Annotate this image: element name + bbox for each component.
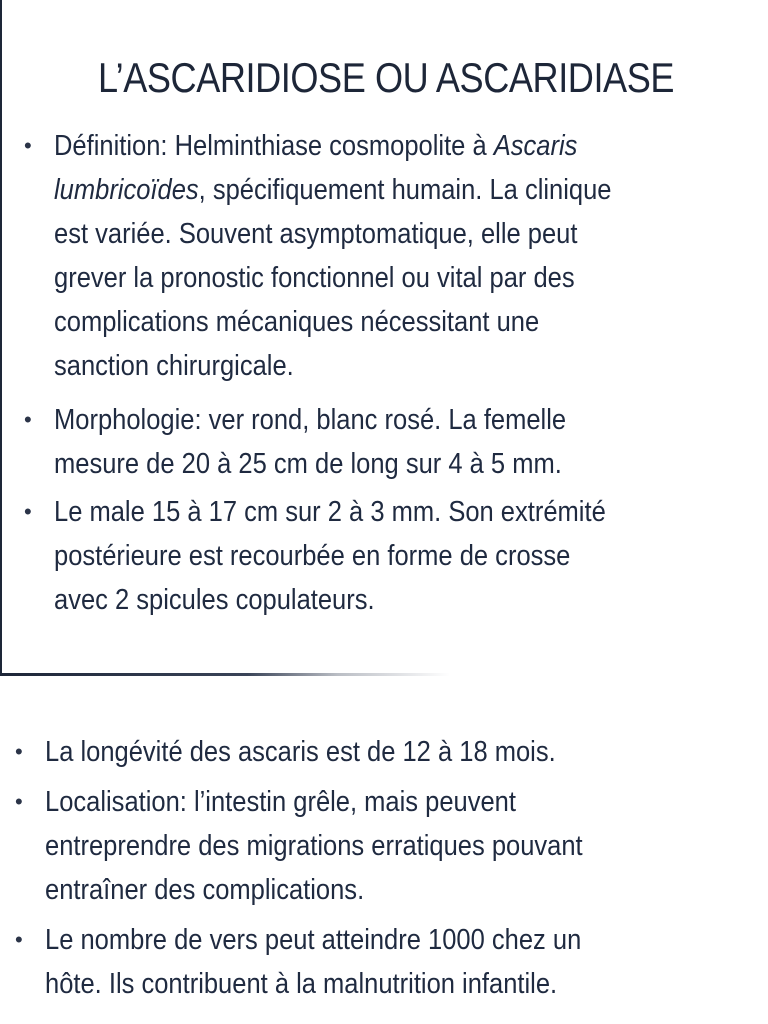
bullet-definition: [24, 124, 688, 388]
text-line: Le male 15 à 17 cm sur 2 à 3 mm. Son extrémité: [54, 496, 606, 528]
text-line: Le nombre de vers peut atteindre 1000 chez un: [45, 924, 582, 956]
text-line: La longévité des ascaris est de 12 à 18 mois.: [45, 736, 556, 768]
bullet-list-bottom: [15, 730, 656, 1006]
bullet-localisation: [15, 780, 656, 912]
text-line: entraîner des complications.: [45, 874, 365, 906]
bullet-dot-icon: •: [15, 739, 23, 764]
bullet-male: [24, 490, 688, 622]
text-line: lumbricoïdes, spécifiquement humain. La clinique: [54, 174, 612, 206]
bullet-list-top: [24, 124, 688, 622]
bullet-dot-icon: •: [24, 407, 32, 432]
text-line: mesure de 20 à 25 cm de long sur 4 à 5 mm.: [54, 448, 562, 480]
text-line: Définition: Helminthiase cosmopolite à Ascaris: [54, 130, 578, 162]
text-line: postérieure est recourbée en forme de crosse: [54, 540, 571, 572]
bullet-dot-icon: •: [15, 789, 23, 814]
bullet-nombre: [15, 918, 656, 1006]
bullet-dot-icon: •: [24, 133, 32, 158]
bullet-morphologie: [24, 398, 688, 486]
text-line: sanction chirurgicale.: [54, 350, 294, 382]
bullet-longevite: [15, 730, 656, 774]
text-line: avec 2 spicules copulateurs.: [54, 584, 375, 616]
text-line: Morphologie: ver rond, blanc rosé. La femelle: [54, 404, 567, 436]
text-line: Localisation: l’intestin grêle, mais peuvent: [45, 786, 516, 818]
text-line: complications mécaniques nécessitant une: [54, 306, 540, 338]
text-line: est variée. Souvent asymptomatique, elle peut: [54, 218, 578, 250]
bullet-dot-icon: •: [15, 927, 23, 952]
slide-title: L’ASCARIDIOSE OU ASCARIDIASE: [97, 54, 675, 101]
text-line: grever la pronostic fonctionnel ou vital par des: [54, 262, 575, 294]
text-line: entreprendre des migrations erratiques pouvant: [45, 830, 583, 862]
bullet-dot-icon: •: [24, 499, 32, 524]
text-line: hôte. Ils contribuent à la malnutrition infantile.: [45, 968, 558, 1000]
